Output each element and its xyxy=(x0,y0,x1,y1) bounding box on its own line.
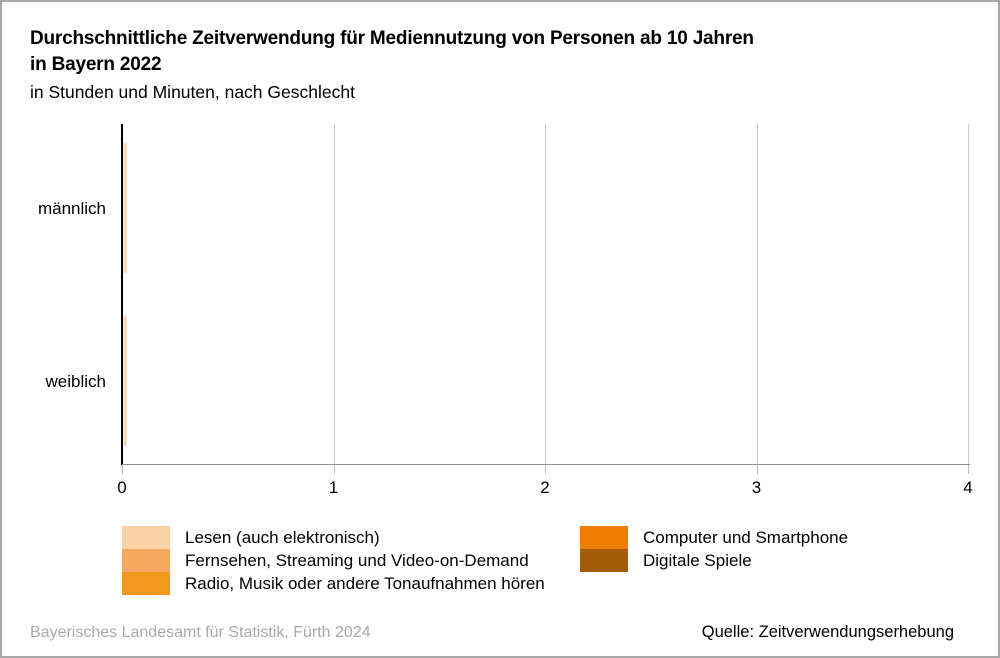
source-note: Quelle: Zeitverwendungserhebung xyxy=(701,623,954,641)
legend-swatch xyxy=(122,526,170,549)
gridline xyxy=(968,124,969,465)
x-tick-label: 2 xyxy=(540,478,550,497)
legend-swatch xyxy=(580,549,628,572)
gridline xyxy=(757,124,758,465)
chart-title-line1: Durchschnittliche Zeitverwendung für Mediennutzung von Personen ab 10 Jahren xyxy=(30,28,754,49)
legend-column-right xyxy=(580,526,848,572)
x-tick-mark xyxy=(757,465,758,474)
legend-label: Lesen (auch elektronisch) xyxy=(185,527,380,547)
legend-item xyxy=(122,526,545,549)
x-tick-label: 4 xyxy=(963,478,973,497)
y-axis-line xyxy=(121,124,123,465)
legend-item xyxy=(580,549,848,572)
gridline xyxy=(334,124,335,465)
x-tick-mark xyxy=(334,465,335,474)
x-axis-line xyxy=(122,464,970,465)
gridline xyxy=(545,124,546,465)
plot-area xyxy=(117,124,973,497)
bar-segment xyxy=(125,144,126,272)
legend-item xyxy=(122,549,545,572)
legend-column-left xyxy=(122,526,545,595)
publisher-credit: Bayerisches Landesamt für Statistik, Fürth 2024 xyxy=(30,624,371,641)
x-tick-label: 0 xyxy=(117,478,127,497)
x-tick-label: 1 xyxy=(328,478,339,497)
legend-item xyxy=(580,526,848,549)
x-tick-mark xyxy=(122,465,123,474)
chart-title-line2: in Bayern 2022 xyxy=(30,54,162,75)
category-label-maennlich: männlich xyxy=(37,199,106,218)
legend-swatch xyxy=(122,572,170,595)
chart-title xyxy=(30,26,754,78)
legend-swatch xyxy=(580,526,628,549)
x-tick-mark xyxy=(968,465,969,474)
legend-label: Computer und Smartphone xyxy=(643,527,849,547)
legend-label: Fernsehen, Streaming und Video-on-Demand xyxy=(185,550,529,570)
category-label-weiblich: weiblich xyxy=(45,372,106,391)
x-tick-label: 3 xyxy=(751,478,762,497)
legend-label: Radio, Musik oder andere Tonaufnahmen hören xyxy=(185,573,545,593)
bar-segment xyxy=(125,316,126,445)
legend-item xyxy=(122,572,545,595)
chart-subtitle: in Stunden und Minuten, nach Geschlecht xyxy=(30,82,355,102)
legend-swatch xyxy=(122,549,170,572)
x-tick-mark xyxy=(545,465,546,474)
legend-label: Digitale Spiele xyxy=(643,550,752,570)
